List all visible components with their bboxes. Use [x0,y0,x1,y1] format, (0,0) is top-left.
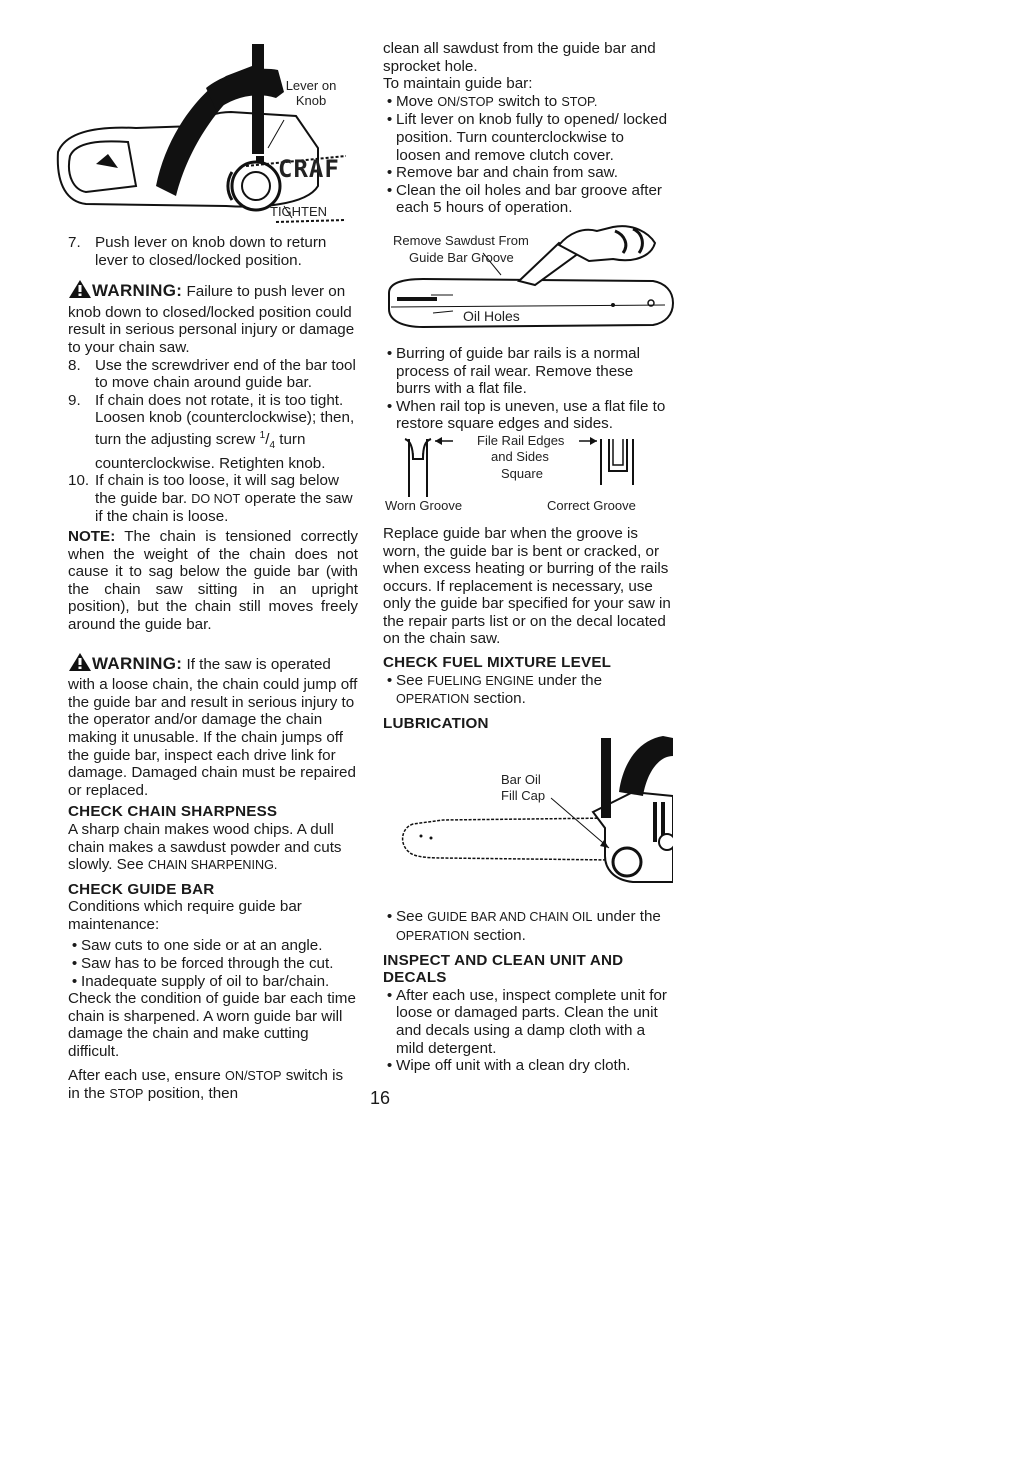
left-column [68,36,358,1104]
step-10-number: 10. [68,472,90,490]
heading-lubrication: LUBRICATION [383,714,489,732]
note-text: The chain is tensioned correctly when the weight of the chain does not cause it to sag below the guide bar (with the chain saw sitting in an upright position), but the chain still moves freely around the guide bar. [68,528,358,633]
note-label: NOTE: [68,528,116,545]
heading-decals: DECALS [383,969,447,987]
replace-guide-bar-text: Replace guide bar when the groove is worn, the guide bar is bent or cracked, or when excess heating or burring of the rails occurs. If replacement is necessary, use only the guide bar specified for your saw in the repair parts list or on the decal located on the chain saw. [383,524,671,648]
guidebar-text: Check the condition of guide bar each time chain is sharpened. A worn guide bar will damage the chain and make cutting difficult. [68,990,356,1061]
label-remove-sawdust: Remove Sawdust From [393,232,529,248]
step-9-text-a: If chain does not rotate, it is too tight. Loosen knob (counterclockwise); then, turn the adjusting screw [95,391,355,448]
brand-text: CRAF [278,155,340,183]
warning-2 [68,652,358,800]
label-knob: Knob [295,93,327,108]
step-7-text: Push lever on knob down to return lever to closed/locked position. [95,234,327,269]
list-item: • Burring of guide bar rails is a normal process of rail wear. Remove these burrs with a flat file. [386,344,640,398]
list-item: • Remove bar and chain from saw. [386,164,619,182]
groove-comparison-figure [383,433,671,525]
sharpness-paragraph [68,821,358,875]
maintain-text: To maintain guide bar: [383,75,533,93]
label-fill-cap: Fill Cap [501,788,546,804]
step-9: 9. If chain does not rotate, it is too tight. Loosen knob (counterclockwise); then, turn the adjusting screw $^1/_4$ turn counterclockwise. Retighten knob. [68,391,355,472]
continued-text: clean all sawdust from the guide bar and sprocket hole. [383,40,656,75]
list-item: • See GUIDE BAR AND CHAIN OIL under the OPERATION section. [386,908,661,945]
step-7-number: 7. [68,234,81,251]
list-item: • See FUELING ENGINE under the OPERATION section. [386,671,603,708]
label-and-sides: and Sides [491,448,549,464]
chainsaw-knob-illustration [56,36,346,228]
heading-check-guide-bar: CHECK GUIDE BAR [68,880,215,898]
chainsaw-knob-figure [56,36,346,228]
heading-inspect-and-clean: INSPECT AND CLEAN UNIT AND [383,951,624,969]
after-each-use-paragraph: After each use, ensure ON/STOP switch is in the STOP position, then [68,1066,344,1103]
list-item: • Wipe off unit with a clean dry cloth. [386,1057,631,1075]
step-10-do-not: DO NOT [191,491,241,506]
sharpness-ref: CHAIN SHARPENING. [147,858,278,873]
warning-triangle-icon [68,279,92,304]
step-8-text: Use the screwdriver end of the bar tool to move chain around guide bar. [95,356,356,392]
step-8-number: 8. [68,356,81,374]
warning-1 [68,279,358,356]
label-oil-holes: Oil Holes [463,307,520,324]
label-file-rail-edges: File Rail Edges [477,432,565,448]
list-item: • Saw has to be forced through the cut. [71,955,334,973]
guide-bar-oil-figure [383,223,671,345]
heading-check-fuel-mixture-level: CHECK FUEL MIXTURE LEVEL [383,654,612,672]
warning-triangle-icon [68,652,92,677]
list-item: • Lift lever on knob fully to opened/ locked position. Turn counterclockwise to loosen and remove clutch cover. [386,111,668,164]
heading-check-chain-sharpness: CHECK CHAIN SHARPNESS [68,803,278,821]
bar-oil-fill-cap-figure [383,732,671,908]
step-10-text-a: If chain is too loose, it will sag below the guide bar. [95,472,339,507]
step-9-number: 9. [68,391,81,409]
list-item: • When rail top is uneven, use a flat file to restore square edges and sides. [386,397,666,433]
label-guide-bar-groove: Guide Bar Groove [409,249,514,265]
step-7 [68,234,358,269]
list-item: • Move ON/STOP switch to STOP. [386,92,598,110]
list-item: • Inadequate supply of oil to bar/chain. [71,972,330,990]
label-correct-groove: Correct Groove [547,497,636,513]
label-square: Square [501,465,543,481]
guidebar-intro: Conditions which require guide bar maintenance: [68,898,302,933]
warning-1-text: Failure to push lever on knob down to closed/locked position could result in serious personal injury or damage to your chain saw. [68,283,355,356]
guidebar-bullet-list [68,937,358,990]
bar-oil-illustration [383,732,673,908]
step-8 [68,357,358,392]
warning-2-text: If the saw is operated with a loose chain, the chain could jump off the guide bar and result in serious injury to the operator and/or damage the chain making it unusable. If the chain jumps off the guide bar, inspect each drive link for damage. Damaged chain must be repaired or replaced. [68,655,358,799]
list-item: • Clean the oil holes and bar groove after each 5 hours of operation. [386,181,662,217]
step-10-text-b: operate the saw if the chain is loose. [95,489,353,526]
list-item: • Saw cuts to one side or at an angle. [71,937,323,955]
step-9-text-b: turn counterclockwise. Retighten knob. [95,431,326,472]
label-worn-groove: Worn Groove [385,497,463,513]
page-number: 16 [370,1088,391,1108]
sharpness-text: A sharp chain makes wood chips. A dull chain makes a sawdust powder and cuts slowly. See [68,820,342,874]
label-bar-oil: Bar Oil [501,772,541,788]
label-tighten: TIGHTEN [270,204,328,219]
warning-2-word: WARNING: [92,653,183,673]
right-column [383,40,671,1075]
step-10 [68,472,358,526]
fraction-denominator: 4 [269,440,275,452]
fraction-numerator: 1 [259,429,266,441]
note-paragraph [68,528,358,634]
warning-1-word: WARNING: [92,281,183,301]
list-item: • After each use, inspect complete unit for loose or damaged parts. Clean the unit and decals using a damp cloth with a mild detergent. [386,986,667,1057]
label-lever-on: Lever on [285,78,337,93]
